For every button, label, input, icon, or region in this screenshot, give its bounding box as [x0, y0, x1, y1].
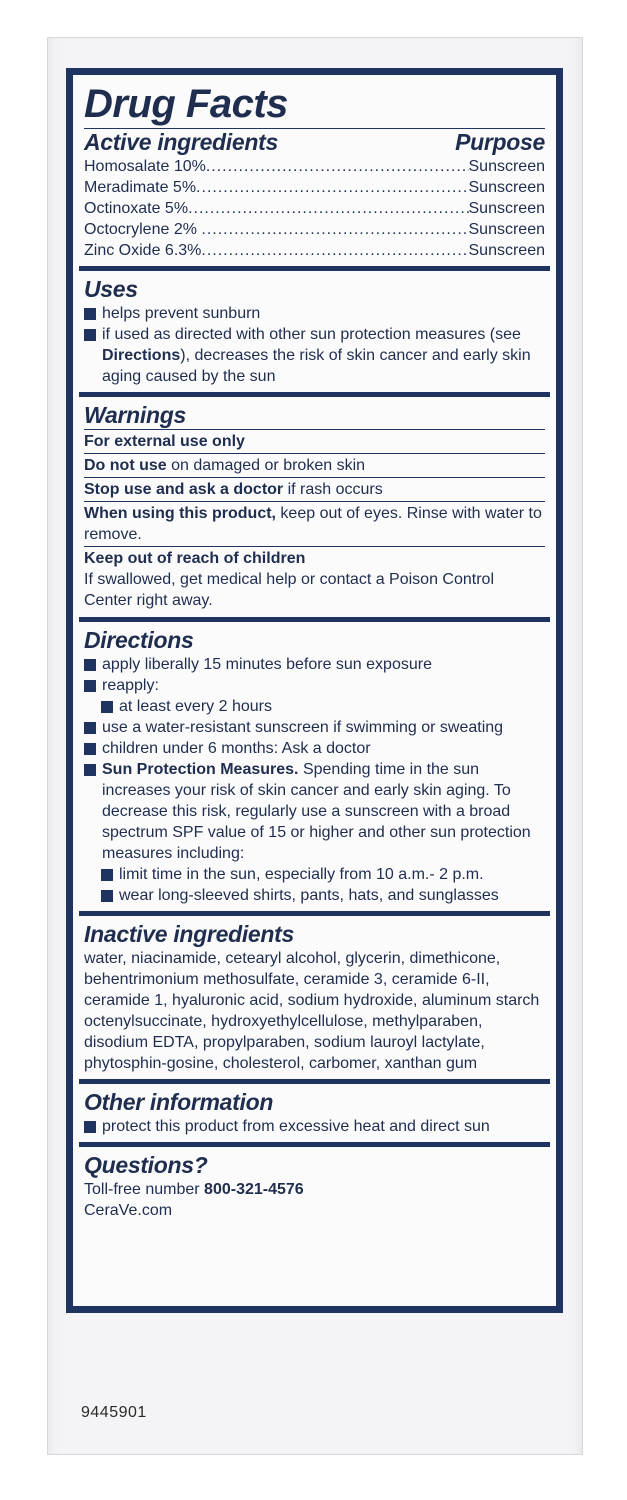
- dot-leader: [201, 219, 468, 240]
- website-text: CeraVe.com: [84, 1202, 173, 1219]
- square-bullet-icon: [101, 701, 113, 713]
- square-bullet-icon: [84, 764, 96, 776]
- list-item: [84, 324, 545, 387]
- ingredient-row: [84, 198, 545, 219]
- ingredient-purpose: Sunscreen: [468, 200, 545, 217]
- list-item-text: [102, 759, 545, 864]
- warning-text: on damaged or broken skin: [166, 457, 366, 474]
- square-bullet-icon: [84, 659, 96, 671]
- list-item-text: at least every 2 hours: [119, 698, 272, 715]
- dot-leader: [196, 177, 468, 198]
- list-item-text: protect this product from excessive heat and direct sun: [102, 1118, 490, 1135]
- uses-heading: Uses: [84, 276, 138, 302]
- uses-text-part: ), decreases the risk of skin cancer and early skin aging caused by the sun: [102, 347, 531, 385]
- toll-free-line: [84, 1179, 545, 1200]
- uses-section: [84, 276, 545, 387]
- section-divider: [79, 266, 550, 271]
- section-divider: [79, 911, 550, 916]
- ingredient-name: Octocrylene 2%: [84, 221, 202, 238]
- section-divider: [79, 617, 550, 622]
- ingredient-name: Homosalate 10%: [84, 158, 206, 175]
- inactive-ingredients-heading: Inactive ingredients: [84, 921, 295, 947]
- list-item: [84, 717, 545, 738]
- list-item: [84, 675, 545, 696]
- dot-leader: [201, 240, 468, 261]
- inactive-ingredients-text: water, niacinamide, cetearyl alcohol, glycerin, dimethicone, behentrimonium methosulfate, ceramide 3, ceramide 6-II, ceramide 1, hyaluronic acid, sodium hydroxide, aluminum starch octenylsuccinate, hydroxyethylcellulose, methylparaben, disodium EDTA, propylparaben, sodium lauroyl lactylate, phytosphin-gosine, cholesterol, carbomer, xanthan gum: [84, 950, 540, 1072]
- when-using-warning: [84, 501, 545, 546]
- list-item-text: [102, 324, 545, 387]
- list-item: [84, 738, 545, 759]
- warning-text: If swallowed, get medical help or contact a Poison Control Center right away.: [84, 571, 494, 609]
- square-bullet-icon: [84, 722, 96, 734]
- ingredient-purpose: Sunscreen: [468, 158, 545, 175]
- ingredient-name: Meradimate 5%: [84, 179, 197, 196]
- directions-heading: Directions: [84, 627, 194, 653]
- square-bullet-icon: [84, 743, 96, 755]
- active-ingredients-heading: Active ingredients: [84, 129, 278, 155]
- list-item: [84, 303, 545, 324]
- active-ingredients-section: [84, 129, 545, 261]
- square-bullet-icon: [84, 329, 96, 341]
- dot-leader: [206, 156, 469, 177]
- sun-protection-label: Sun Protection Measures.: [102, 761, 299, 778]
- list-item: [84, 654, 545, 675]
- warning-label: Do not use: [84, 457, 167, 474]
- ingredient-row: [84, 240, 545, 261]
- inactive-ingredients-section: [84, 921, 545, 1074]
- ingredient-purpose: Sunscreen: [468, 221, 545, 238]
- ingredient-row: [84, 219, 545, 240]
- stop-use-warning: [84, 477, 545, 501]
- list-item-text: wear long-sleeved shirts, pants, hats, and sunglasses: [119, 887, 499, 904]
- warnings-section: [84, 402, 545, 612]
- warning-text: if rash occurs: [283, 481, 383, 498]
- square-bullet-icon: [101, 869, 113, 881]
- ingredient-name: Octinoxate 5%: [84, 200, 189, 217]
- warnings-heading: Warnings: [84, 402, 186, 428]
- square-bullet-icon: [84, 1121, 96, 1133]
- square-bullet-icon: [101, 890, 113, 902]
- sub-list-item: [84, 885, 545, 906]
- toll-free-number: 800-321-4576: [204, 1181, 304, 1198]
- drug-facts-panel: [66, 68, 563, 1313]
- list-item: [84, 759, 545, 864]
- section-divider: [79, 1079, 550, 1084]
- ingredient-row: [84, 177, 545, 198]
- list-item: [84, 1116, 545, 1137]
- active-ingredients-header: [84, 129, 545, 156]
- warning-label: Keep out of reach of children: [84, 550, 306, 567]
- uses-text-part: if used as directed with other sun protection measures (see: [102, 326, 521, 343]
- directions-section: [84, 627, 545, 906]
- keep-out-of-reach-warning: [84, 546, 545, 612]
- other-information-heading: Other information: [84, 1089, 274, 1115]
- product-code: 9445901: [81, 1404, 147, 1421]
- square-bullet-icon: [84, 680, 96, 692]
- sub-list-item: [84, 696, 545, 717]
- toll-free-label: Toll-free number: [84, 1181, 205, 1198]
- dot-leader: [188, 198, 468, 219]
- ingredient-name: Zinc Oxide 6.3%: [84, 242, 202, 259]
- warning-label: Stop use and ask a doctor: [84, 481, 284, 498]
- questions-section: [84, 1152, 545, 1221]
- ingredient-row: [84, 156, 545, 177]
- section-divider: [79, 392, 550, 397]
- list-item-text: children under 6 months: Ask a doctor: [102, 740, 371, 757]
- questions-heading: Questions?: [84, 1152, 208, 1178]
- directions-reference: Directions: [102, 347, 181, 364]
- purpose-heading: Purpose: [455, 129, 545, 155]
- other-information-section: [84, 1089, 545, 1137]
- do-not-use-warning: [84, 453, 545, 477]
- list-item-text: apply liberally 15 minutes before sun exposure: [102, 656, 432, 673]
- ingredient-purpose: Sunscreen: [468, 179, 545, 196]
- page-title: Drug Facts: [84, 82, 288, 126]
- section-divider: [79, 1142, 550, 1147]
- warning-text: keep out of eyes. Rinse with water to remove.: [84, 505, 542, 543]
- list-item-text: reapply:: [102, 677, 159, 694]
- list-item-text: helps prevent sunburn: [102, 305, 261, 322]
- list-item-text: limit time in the sun, especially from 10 a.m.- 2 p.m.: [119, 866, 484, 883]
- sub-list-item: [84, 864, 545, 885]
- square-bullet-icon: [84, 308, 96, 320]
- external-use-warning: For external use only: [84, 429, 545, 453]
- warning-label: When using this product,: [84, 505, 276, 522]
- sun-protection-text: Spending time in the sun increases your risk of skin cancer and early skin aging. To decrease this risk, regularly use a sunscreen with a broad spectrum SPF value of 15 or higher and other sun protection measures including:: [102, 761, 531, 862]
- ingredient-purpose: Sunscreen: [468, 242, 545, 259]
- list-item-text: use a water-resistant sunscreen if swimming or sweating: [102, 719, 504, 736]
